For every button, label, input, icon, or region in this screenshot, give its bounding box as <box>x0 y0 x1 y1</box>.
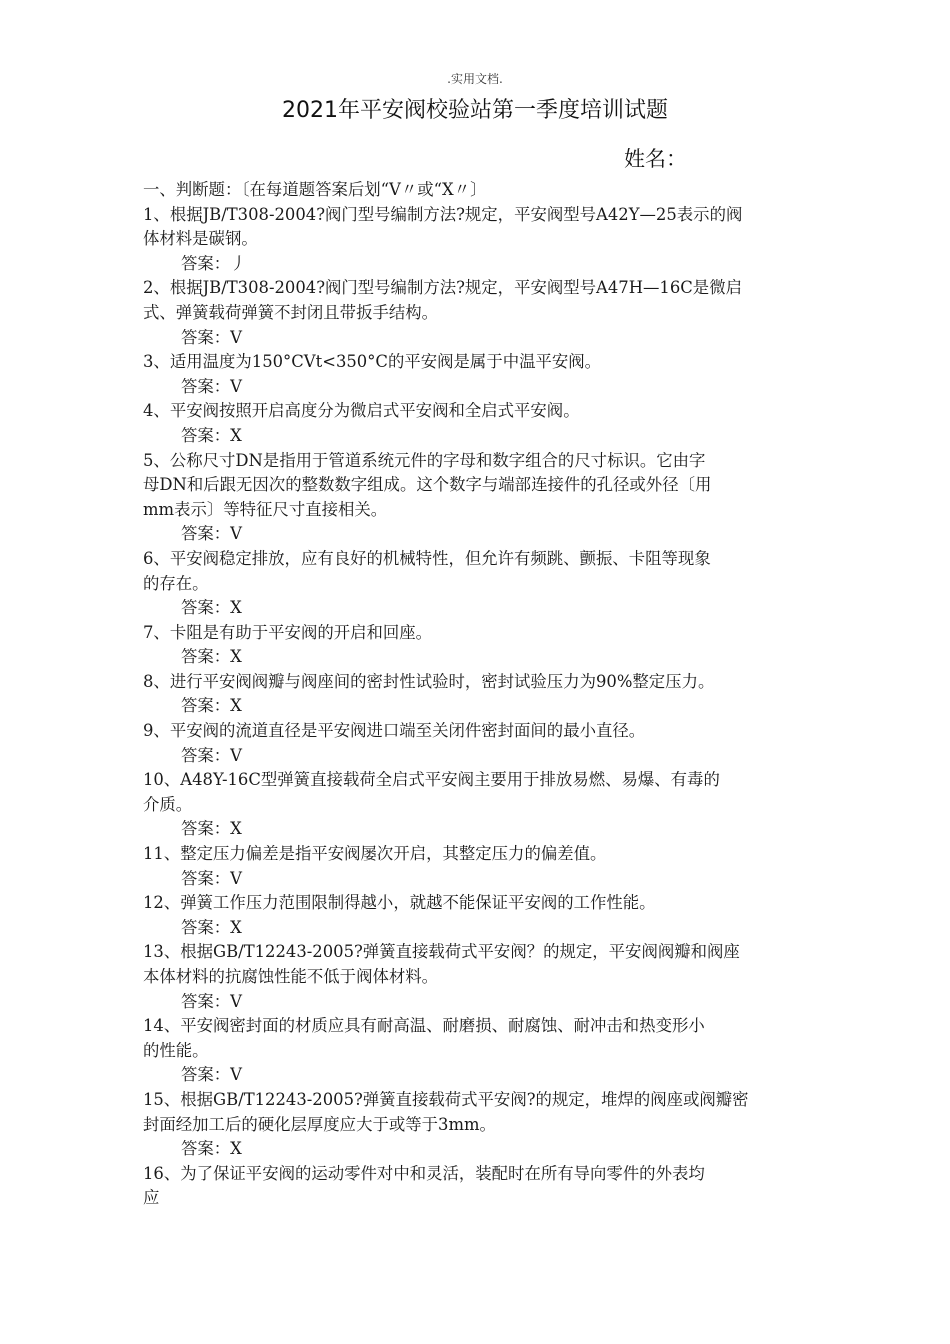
answer-label: 答案： <box>181 598 231 618</box>
question-item <box>143 547 813 621</box>
question-text-line: 体材料是碳钢。 <box>143 229 258 249</box>
question-text-line: 的存在。 <box>143 573 209 593</box>
question-text-line: 11、整定压力偏差是指平安阀屡次开启，其整定压力的偏差值。 <box>143 844 607 864</box>
answer-mark: V <box>230 376 243 396</box>
answer-label: 答案： <box>181 868 231 888</box>
answer-line <box>143 916 813 941</box>
answer-label: 答案： <box>181 327 231 347</box>
question-text-line: 母DN和后跟无因次的整数数字组成。这个数字与端部连接件的孔径或外径〔用 <box>143 475 712 495</box>
question-text-line: 2、根据JB/T308-2004?阀门型号编制方法?规定，平安阀型号A47H—16C是微启 <box>143 278 742 298</box>
question-text-line: 14、平安阀密封面的材质应具有耐高温、耐磨损、耐腐蚀、耐冲击和热变形小 <box>143 1016 705 1036</box>
answer-line <box>143 326 813 351</box>
question-text-line: 介质。 <box>143 794 193 814</box>
question-text-line: 7、卡阻是有助于平安阀的开启和回座。 <box>143 622 433 642</box>
answer-mark: V <box>230 868 243 888</box>
question-text-line: 8、进行平安阀阀瓣与阀座间的密封性试验时，密封试验压力为90%整定压力。 <box>143 671 715 691</box>
answer-mark: V <box>230 524 243 544</box>
question-item <box>143 203 813 277</box>
answer-label: 答案： <box>181 425 231 445</box>
name-field-label: 姓名： <box>624 147 687 171</box>
question-list <box>143 178 813 1211</box>
question-text-line: 应 <box>143 1188 160 1208</box>
answer-label: 答案： <box>181 376 231 396</box>
answer-label: 答案： <box>181 819 231 839</box>
question-text-line: 的性能。 <box>143 1040 209 1060</box>
answer-label: 答案： <box>181 745 231 765</box>
question-item <box>143 670 813 719</box>
question-item <box>143 350 813 399</box>
answer-mark: 丿 <box>230 253 247 273</box>
question-item <box>143 768 813 842</box>
answer-mark: X <box>230 425 242 445</box>
answer-label: 答案： <box>181 991 231 1011</box>
question-text-line: mm表示〕等特征尺寸直接相关。 <box>143 499 388 519</box>
answer-mark: X <box>230 917 242 937</box>
answer-label: 答案： <box>181 647 231 667</box>
answer-mark: X <box>230 598 242 618</box>
answer-mark: X <box>230 647 242 667</box>
question-item <box>143 842 813 891</box>
header-note: .实用文档. <box>447 72 503 86</box>
answer-mark: X <box>230 1139 242 1159</box>
answer-label: 答案： <box>181 917 231 937</box>
question-text-line: 13、根据GB/T12243-2005?弹簧直接载荷式平安阀？的规定，平安阀阀瓣和阀座 <box>143 942 740 962</box>
question-item <box>143 276 813 350</box>
answer-mark: V <box>230 327 243 347</box>
answer-mark: X <box>230 819 242 839</box>
question-text-line: 15、根据GB/T12243-2005?弹簧直接载荷式平安阀?的规定，堆焊的阀座或阀瓣密 <box>143 1089 749 1109</box>
answer-label: 答案： <box>181 524 231 544</box>
question-text-line: 3、适用温度为150°CVt<350°C的平安阀是属于中温平安阀。 <box>143 352 602 372</box>
answer-line <box>143 596 813 621</box>
question-text-line: 9、平安阀的流道直径是平安阀进口端至关闭件密封面间的最小直径。 <box>143 721 646 741</box>
answer-line <box>143 1137 813 1162</box>
question-text-line: 4、平安阀按照开启高度分为微启式平安阀和全启式平安阀。 <box>143 401 580 421</box>
question-text-line: 式、弹簧载荷弹簧不封闭且带扳手结构。 <box>143 302 439 322</box>
question-item <box>143 940 813 1014</box>
question-item <box>143 719 813 768</box>
answer-line <box>143 424 813 449</box>
question-item <box>143 1014 813 1088</box>
answer-label: 答案： <box>181 1139 231 1159</box>
answer-line <box>143 522 813 547</box>
question-item <box>143 449 813 547</box>
question-item <box>143 1162 813 1211</box>
question-text-line: 10、A48Y-16C型弹簧直接载荷全启式平安阀主要用于排放易燃、易爆、有毒的 <box>143 770 720 790</box>
answer-line <box>143 744 813 769</box>
answer-line <box>143 694 813 719</box>
question-text-line: 5、公称尺寸DN是指用于管道系统元件的字母和数字组合的尺寸标识。它由字 <box>143 450 706 470</box>
question-text-line: 1、根据JB/T308-2004?阀门型号编制方法?规定，平安阀型号A42Y—25表示的阀 <box>143 204 743 224</box>
answer-label: 答案： <box>181 253 231 273</box>
answer-line <box>143 817 813 842</box>
answer-mark: V <box>230 745 243 765</box>
answer-label: 答案： <box>181 1065 231 1085</box>
answer-line <box>143 252 813 277</box>
section-heading: 一、判断题：〔在每道题答案后划“V〃或“X〃〕 <box>143 180 487 199</box>
document-title: 2021年平安阀校验站第一季度培训试题 <box>282 98 668 123</box>
question-text-line: 封面经加工后的硬化层厚度应大于或等于3mm。 <box>143 1114 496 1134</box>
question-item <box>143 1088 813 1162</box>
question-item <box>143 399 813 448</box>
question-text-line: 本体材料的抗腐蚀性能不低于阀体材料。 <box>143 967 439 986</box>
answer-line <box>143 990 813 1015</box>
answer-mark: X <box>230 696 242 716</box>
answer-line <box>143 867 813 892</box>
answer-line <box>143 375 813 400</box>
question-text-line: 16、为了保证平安阀的运动零件对中和灵活，装配时在所有导向零件的外表均 <box>143 1163 705 1183</box>
answer-mark: V <box>230 1065 243 1085</box>
answer-line <box>143 645 813 670</box>
question-text-line: 6、平安阀稳定排放，应有良好的机械特性，但允许有频跳、颤振、卡阻等现象 <box>143 548 711 568</box>
question-item <box>143 891 813 940</box>
answer-label: 答案： <box>181 696 231 716</box>
question-item <box>143 621 813 670</box>
answer-line <box>143 1063 813 1088</box>
question-text-line: 12、弹簧工作压力范围限制得越小，就越不能保证平安阀的工作性能。 <box>143 893 656 913</box>
answer-mark: V <box>230 991 243 1011</box>
